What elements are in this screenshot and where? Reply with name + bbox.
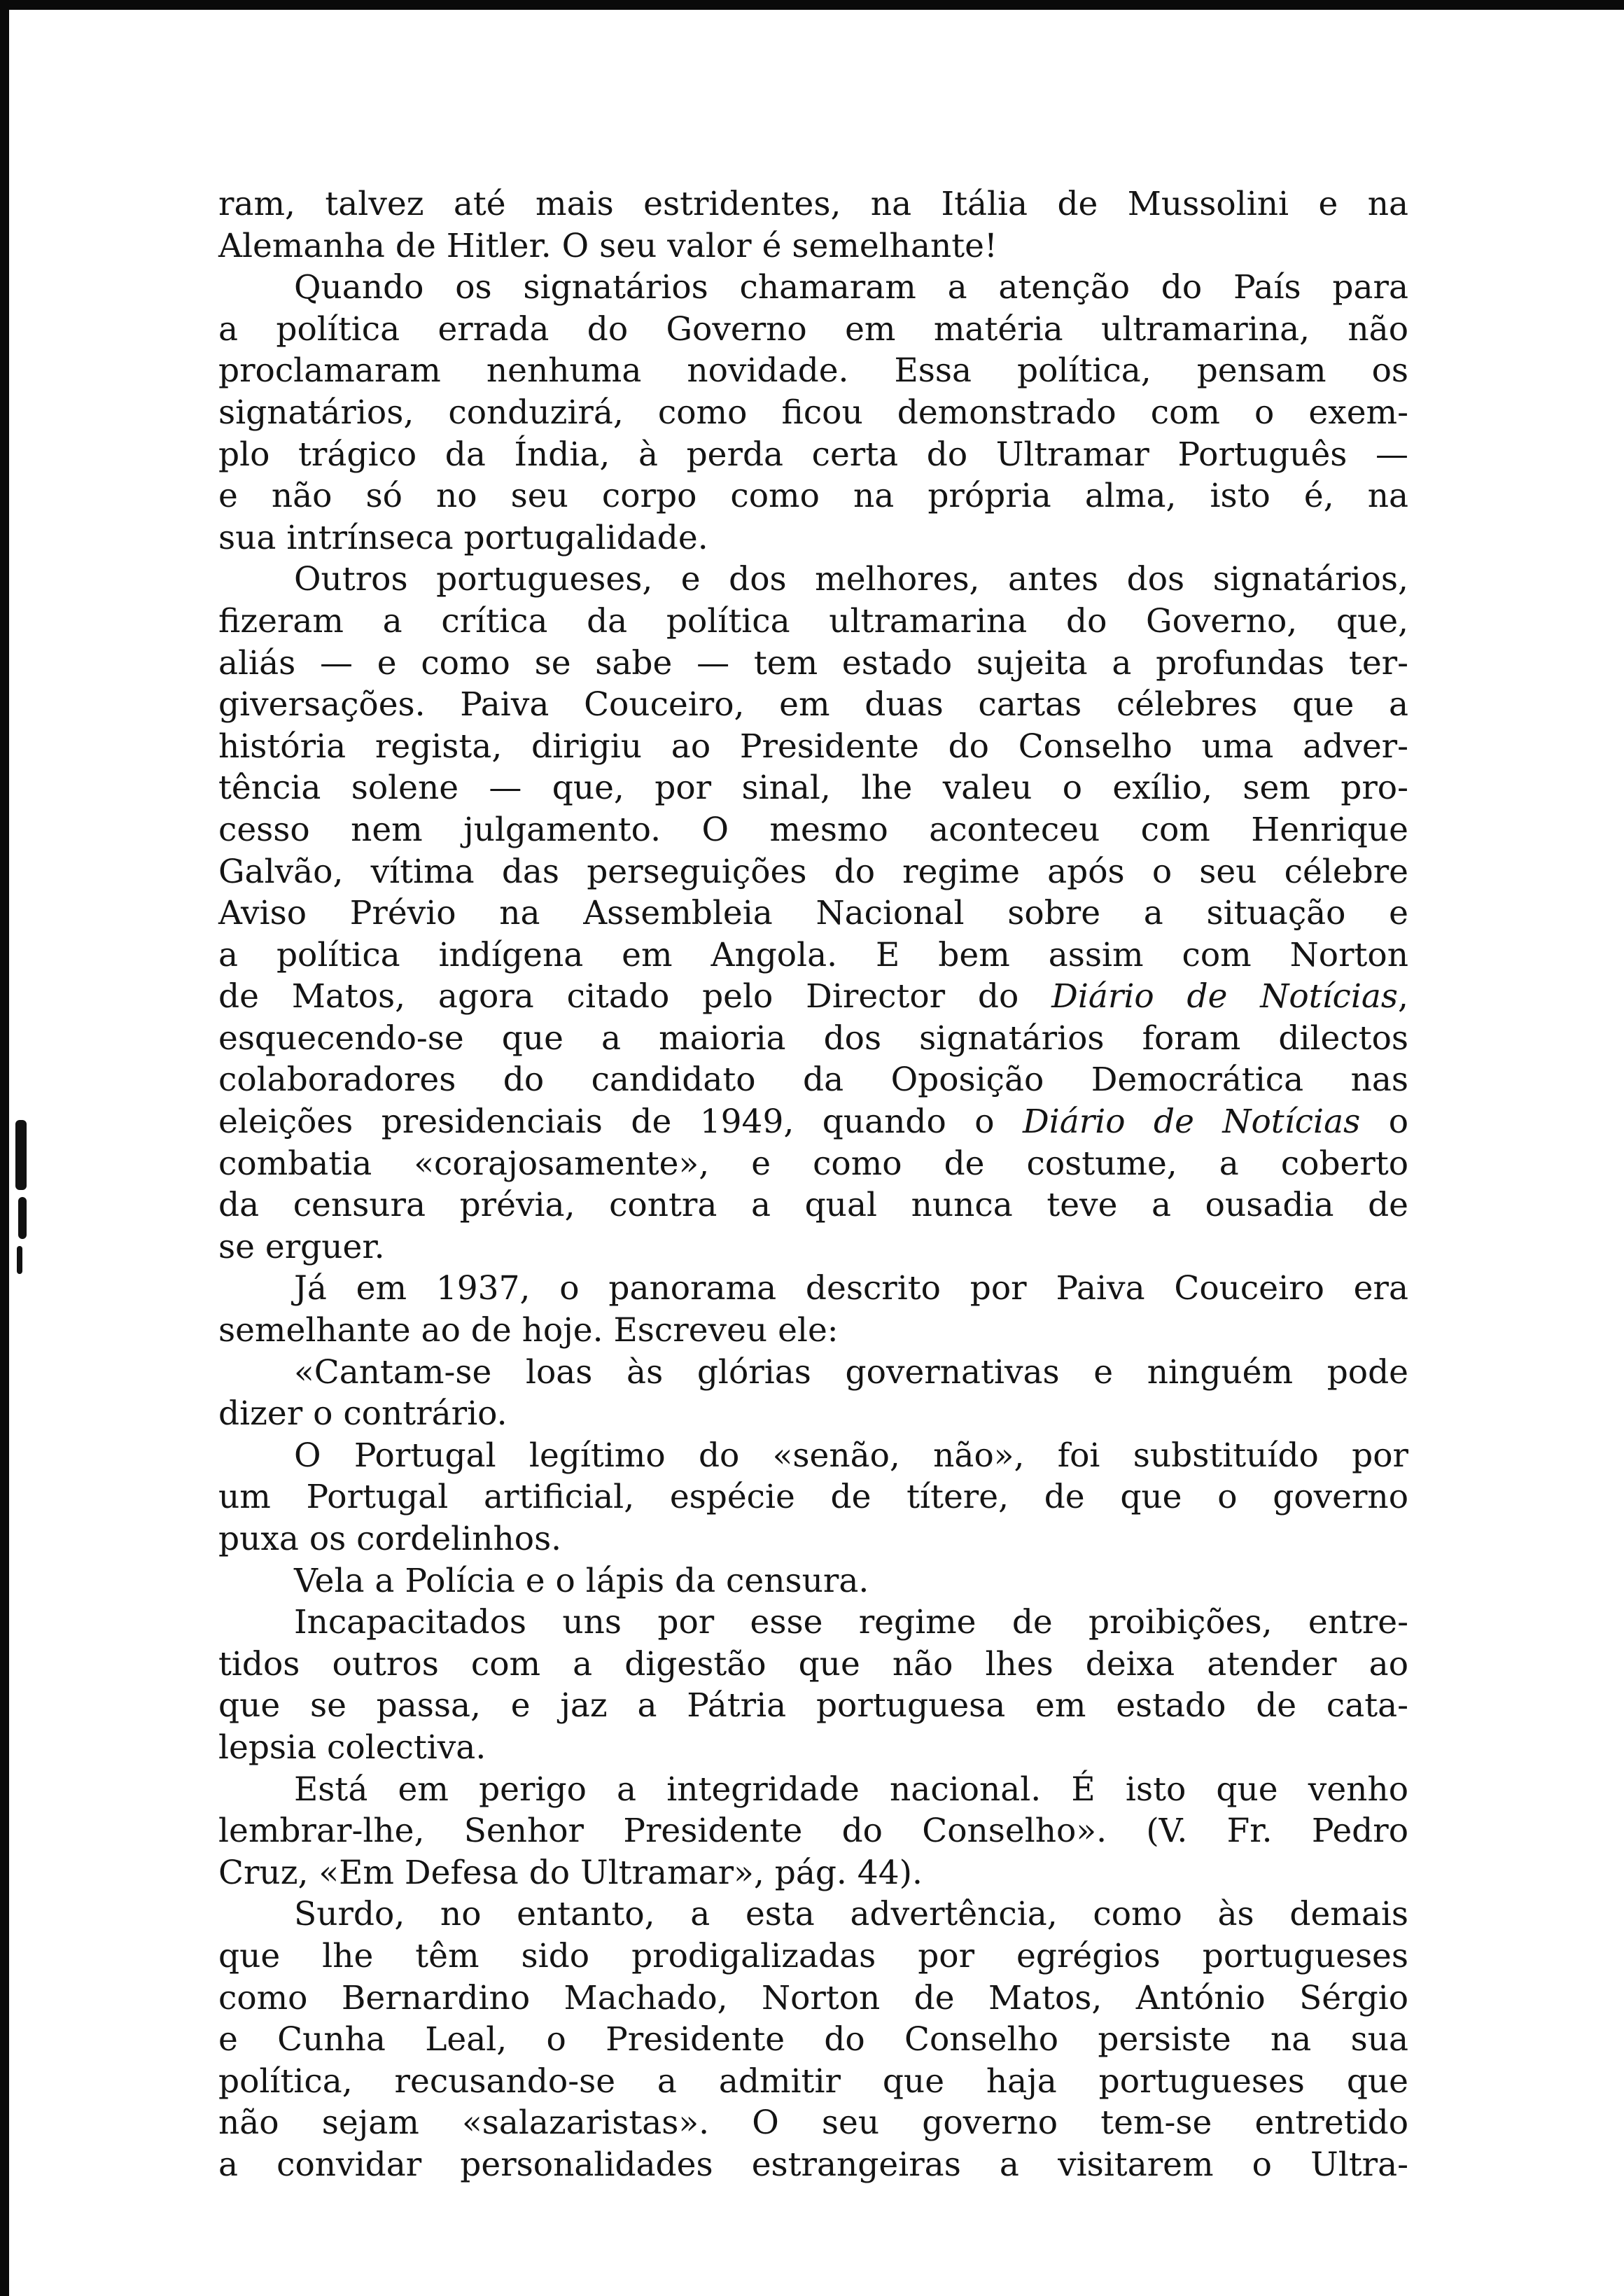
text-line: história regista, dirigiu ao Presidente do Conselho uma adver-	[218, 727, 1408, 766]
text-line: «Cantam-se loas às glórias governativas e ninguém pode	[294, 1352, 1408, 1392]
text-line: O Portugal legítimo do «senão, não», foi substituído por	[294, 1436, 1408, 1475]
text-line: eleições presidenciais de 1949, quando o Diário de Notícias o	[218, 1102, 1408, 1142]
text-line: sua intrínseca portugalidade.	[218, 518, 708, 557]
text-line: semelhante ao de hoje. Escreveu ele:	[218, 1311, 839, 1350]
text-line: Está em perigo a integridade nacional. É isto que venho	[294, 1770, 1408, 1809]
paragraph	[218, 559, 1408, 1268]
text-line: colaboradores do candidato da Oposição Democrática nas	[218, 1060, 1408, 1100]
newspaper-title: Diário de Notícias	[1023, 1102, 1361, 1142]
text-line: fizeram a crítica da política ultramarina do Governo, que,	[218, 601, 1408, 640]
text-line: Aviso Prévio na Assembleia Nacional sobre a situação e	[218, 894, 1408, 933]
text-line: cesso nem julgamento. O mesmo aconteceu com Henrique	[218, 810, 1408, 849]
text-line: esquecendo-se que a maioria dos signatários foram dilectos	[218, 1018, 1408, 1058]
text-line: combatia «corajosamente», e como de costume, a coberto	[218, 1144, 1408, 1183]
text-line: proclamaram nenhuma novidade. Essa política, pensam os	[218, 351, 1408, 391]
text-line: Já em 1937, o panorama descrito por Paiva Couceiro era	[294, 1269, 1408, 1308]
text-line: um Portugal artificial, espécie de títere, de que o governo	[218, 1478, 1408, 1517]
text-line: ram, talvez até mais estridentes, na Itália de Mussolini e na	[218, 185, 1408, 223]
text-line: de Matos, agora citado pelo Director do Diário de Notícias,	[218, 977, 1408, 1016]
text-line: giversações. Paiva Couceiro, em duas cartas célebres que a	[218, 685, 1408, 724]
margin-ink-mark	[18, 1197, 27, 1239]
text-line: que se passa, e jaz a Pátria portuguesa em estado de cata-	[218, 1686, 1408, 1726]
paragraph	[218, 183, 1408, 267]
paragraph	[218, 1893, 1408, 2185]
body-text	[218, 183, 1408, 2186]
quote-paragraph	[218, 1435, 1408, 1560]
quote-paragraph	[218, 1769, 1408, 1894]
text-line: a política indígena em Angola. E bem assim com Norton	[218, 935, 1408, 974]
quote-paragraph	[218, 1560, 1408, 1602]
text-line: plo trágico da Índia, à perda certa do Ultramar Português —	[218, 435, 1408, 474]
paragraph	[218, 1268, 1408, 1351]
text-line: tência solene — que, por sinal, lhe valeu o exílio, sem pro-	[218, 769, 1408, 808]
text-line: Vela a Polícia e o lápis da censura.	[294, 1561, 869, 1600]
scan-edge-top	[0, 0, 1624, 10]
text-line: Outros portugueses, e dos melhores, antes dos signatários,	[294, 560, 1408, 599]
text-line: Incapacitados uns por esse regime de proibições, entre-	[294, 1603, 1408, 1642]
text-line: política, recusando-se a admitir que haja portugueses que	[218, 2062, 1408, 2101]
text-line: a política errada do Governo em matéria ultramarina, não	[218, 309, 1408, 349]
text-line: e Cunha Leal, o Presidente do Conselho persiste na sua	[218, 2020, 1408, 2059]
text-line: Galvão, vítima das perseguições do regime após o seu célebre	[218, 852, 1408, 891]
text-line: Quando os signatários chamaram a atenção do País para	[294, 268, 1408, 307]
text-line: Surdo, no entanto, a esta advertência, como às demais	[294, 1895, 1408, 1934]
text-line: aliás — e como se sabe — tem estado sujeita a profundas ter-	[218, 643, 1408, 682]
scan-edge-left	[0, 0, 9, 2296]
text-line: e não só no seu corpo como na própria alma, isto é, na	[218, 477, 1408, 516]
margin-ink-mark	[15, 1120, 27, 1190]
text-line: se erguer.	[218, 1227, 385, 1266]
text-line: a convidar personalidades estrangeiras a visitarem o Ultra-	[218, 2145, 1408, 2184]
newspaper-title: Diário de Notícias	[1051, 977, 1399, 1016]
text-line: Cruz, «Em Defesa do Ultramar», pág. 44).	[218, 1853, 923, 1892]
text-line: dizer o contrário.	[218, 1394, 507, 1434]
text-line: não sejam «salazaristas». O seu governo tem-se entretido	[218, 2104, 1408, 2143]
margin-ink-mark	[17, 1246, 22, 1274]
text-line: da censura prévia, contra a qual nunca teve a ousadia de	[218, 1186, 1408, 1225]
text-line: puxa os cordelinhos.	[218, 1520, 562, 1558]
quote-paragraph	[218, 1352, 1408, 1435]
text-line: lepsia colectiva.	[218, 1728, 486, 1767]
paragraph	[218, 267, 1408, 559]
text-line: tidos outros com a digestão que não lhes deixa atender ao	[218, 1644, 1408, 1684]
text-line: signatários, conduzirá, como ficou demonstrado com o exem-	[218, 393, 1408, 432]
text-line: que lhe têm sido prodigalizadas por egrégios portugueses	[218, 1936, 1408, 1975]
text-line: Alemanha de Hitler. O seu valor é semelhante!	[218, 226, 997, 265]
text-line: como Bernardino Machado, Norton de Matos, António Sérgio	[218, 1978, 1408, 2017]
quote-paragraph	[218, 1602, 1408, 1768]
text-line: lembrar-lhe, Senhor Presidente do Conselho». (V. Fr. Pedro	[218, 1812, 1408, 1851]
